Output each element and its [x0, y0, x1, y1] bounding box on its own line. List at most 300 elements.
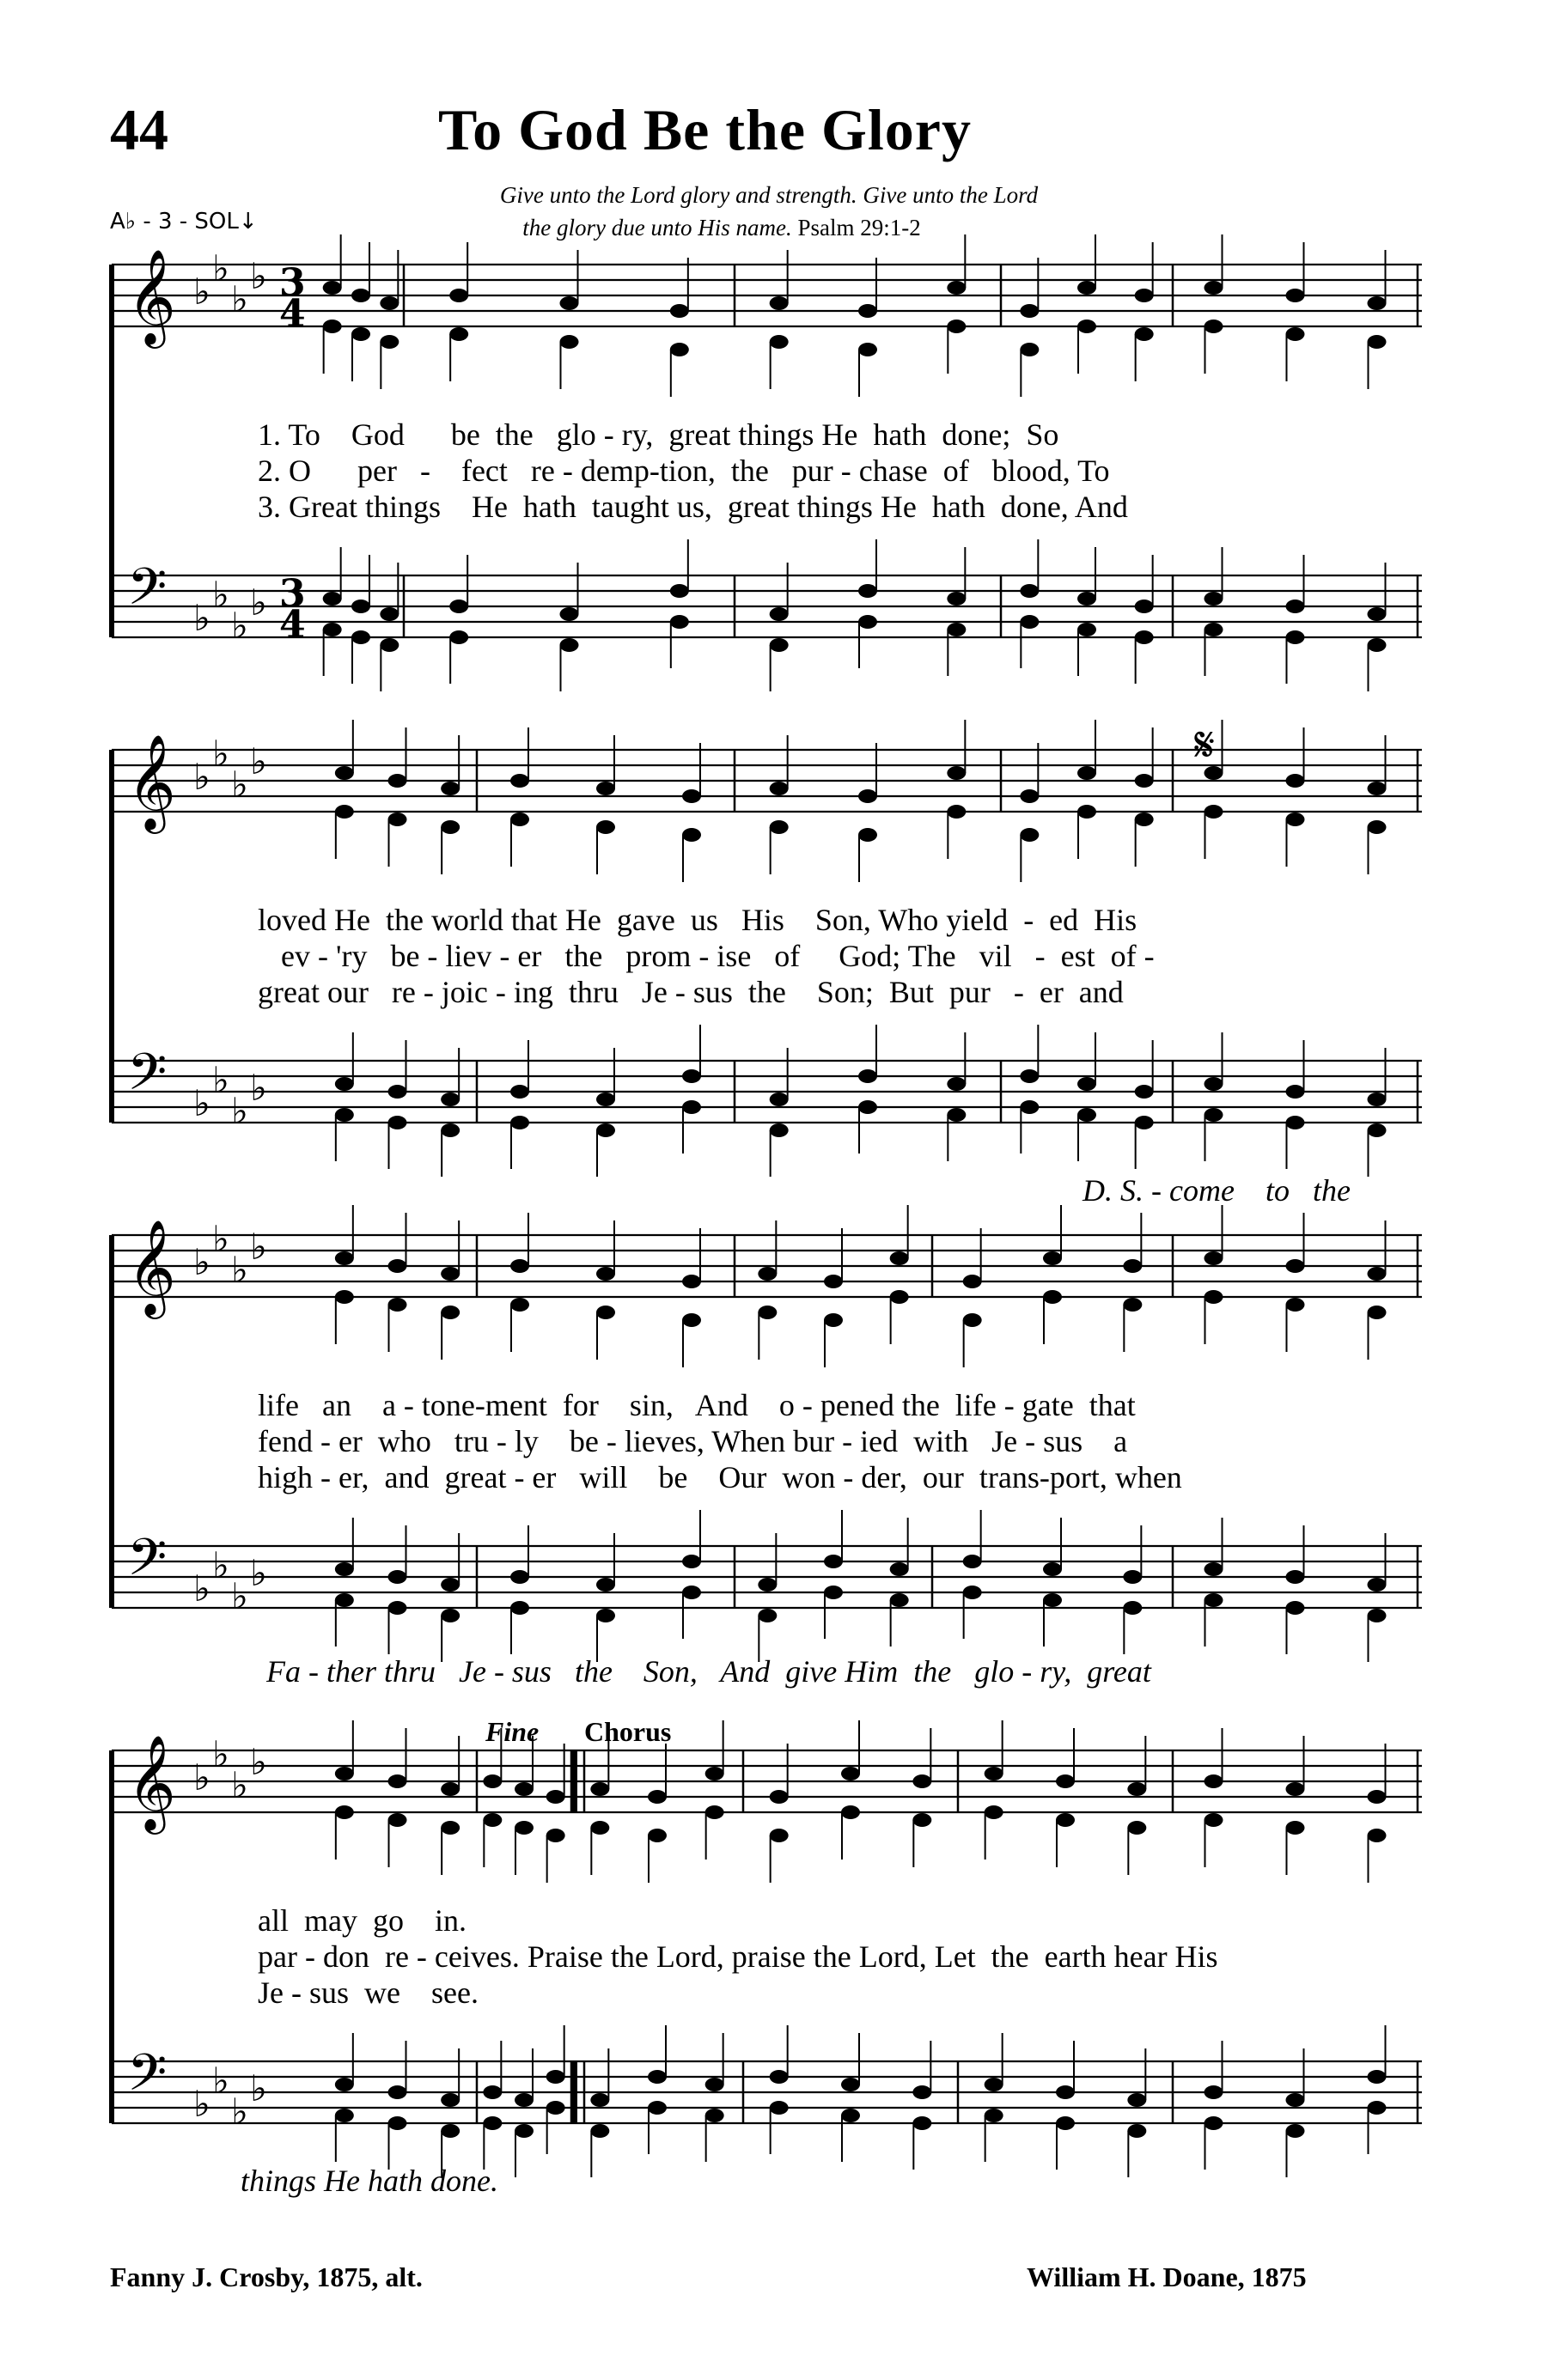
notehead: [590, 1782, 609, 1796]
flat-sign: ♭: [250, 581, 267, 624]
notehead: [670, 343, 689, 356]
notehead: [1368, 782, 1387, 795]
notehead: [1077, 1108, 1096, 1122]
notehead: [335, 1077, 354, 1091]
notehead: [1127, 2124, 1146, 2138]
notehead: [1127, 2093, 1146, 2107]
verse-line-2-3: great our re - joic - ing thru Je - sus the Son; But pur - er and: [258, 975, 1124, 1009]
verse-line-2-1: loved He the world that He gave us His Son, Who yield - ed His: [258, 903, 1137, 937]
notehead: [388, 774, 407, 788]
notehead: [1056, 1813, 1075, 1827]
flat-sign: ♭: [193, 1756, 210, 1799]
notehead: [912, 2085, 931, 2099]
verse-line-3-1: life an a - tone-ment for sin, And o - pened the life - gate that: [258, 1388, 1136, 1422]
notehead: [1077, 766, 1096, 780]
flat-sign: ♭: [212, 1733, 229, 1775]
notehead: [1368, 2101, 1387, 2115]
time-signature-top: 3: [279, 572, 306, 616]
notehead: [858, 615, 877, 629]
notehead: [1056, 1774, 1075, 1788]
notehead: [388, 1570, 407, 1584]
notehead: [1205, 1813, 1223, 1827]
notehead: [441, 2093, 460, 2107]
notehead: [1368, 296, 1387, 310]
verse-line-4-2: par - don re - ceives. Praise the Lord, praise the Lord, Let the earth hear His: [258, 1939, 1218, 1974]
notehead: [1205, 1562, 1223, 1576]
notehead: [1205, 1251, 1223, 1265]
notehead: [380, 335, 399, 349]
notehead: [590, 2093, 609, 2107]
treble-clef: 𝄞: [127, 733, 176, 830]
notehead: [335, 2078, 354, 2091]
notehead: [770, 782, 789, 795]
notehead: [351, 630, 370, 644]
notehead: [770, 607, 789, 621]
notehead: [335, 1108, 354, 1122]
flat-sign: ♭: [231, 1090, 248, 1132]
notehead: [1123, 1259, 1142, 1273]
notehead: [546, 2070, 565, 2084]
chorus-lyric-line: Fa - ther thru Je - sus the Son, And give Him the glo - ry, great: [266, 1654, 1151, 1689]
notehead: [770, 638, 789, 652]
notehead: [546, 1790, 565, 1804]
notehead: [963, 1313, 982, 1327]
notehead: [670, 615, 689, 629]
notehead: [323, 592, 342, 606]
ds-lyric-line: D. S. - come to the: [1083, 1173, 1351, 1208]
notehead: [682, 828, 701, 842]
notehead: [546, 2101, 565, 2115]
notehead: [388, 1298, 407, 1312]
time-signature-top: 3: [279, 261, 306, 305]
verse-line-1-3: 3. Great things He hath taught us, great things He hath done, And: [258, 490, 1128, 524]
notehead: [323, 623, 342, 636]
bass-clef: 𝄢: [127, 557, 168, 629]
flat-sign: ♭: [231, 1764, 248, 1806]
notehead: [1286, 1601, 1305, 1615]
notehead: [335, 1593, 354, 1607]
notehead: [1368, 638, 1387, 652]
notehead: [985, 1767, 1003, 1780]
notehead: [1123, 1570, 1142, 1584]
notehead: [841, 1767, 860, 1780]
music-credit: William H. Doane, 1875: [1027, 2261, 1307, 2292]
notehead: [985, 1805, 1003, 1819]
notehead: [1286, 1116, 1305, 1129]
notehead: [388, 1259, 407, 1273]
notehead: [510, 1570, 529, 1584]
notehead: [1368, 1578, 1387, 1592]
notehead: [1135, 774, 1154, 788]
notehead: [441, 1093, 460, 1106]
notehead: [858, 789, 877, 803]
notehead: [1368, 2070, 1387, 2084]
notehead: [441, 1306, 460, 1319]
notehead: [1077, 1077, 1096, 1091]
notehead: [441, 1609, 460, 1622]
notehead: [1135, 813, 1154, 826]
treble-clef: 𝄞: [127, 1219, 176, 1315]
notehead: [824, 1586, 843, 1599]
notehead: [1056, 2116, 1075, 2130]
notehead: [1205, 592, 1223, 606]
notehead: [890, 1593, 909, 1607]
notehead: [947, 805, 966, 819]
flat-sign: ♭: [193, 271, 210, 313]
notehead: [596, 1306, 615, 1319]
notehead: [1286, 2124, 1305, 2138]
notehead: [335, 2109, 354, 2122]
flat-sign: ♭: [193, 1082, 210, 1124]
notehead: [388, 2116, 407, 2130]
notehead: [510, 1085, 529, 1099]
flat-sign: ♭: [193, 1567, 210, 1610]
notehead: [388, 2085, 407, 2099]
notehead: [947, 281, 966, 295]
flat-sign: ♭: [231, 764, 248, 806]
notehead: [388, 1085, 407, 1099]
treble-clef: 𝄞: [127, 1734, 176, 1830]
notehead: [380, 638, 399, 652]
notehead: [1368, 1790, 1387, 1804]
chorus-label: Chorus: [584, 1716, 672, 1747]
notehead: [1123, 1601, 1142, 1615]
notehead: [758, 1609, 777, 1622]
notehead: [1205, 281, 1223, 295]
notehead: [351, 289, 370, 302]
notehead: [596, 1578, 615, 1592]
bass-clef: 𝄢: [127, 1042, 168, 1114]
notehead: [682, 1069, 701, 1083]
notehead: [824, 1555, 843, 1568]
notehead: [890, 1562, 909, 1576]
notehead: [1205, 805, 1223, 819]
notehead: [515, 1782, 534, 1796]
notehead: [770, 1829, 789, 1842]
notehead: [1205, 623, 1223, 636]
notehead: [335, 1290, 354, 1304]
notehead: [1368, 607, 1387, 621]
notehead: [596, 820, 615, 834]
flat-sign: ♭: [212, 1544, 229, 1586]
notehead: [770, 296, 789, 310]
notehead: [596, 782, 615, 795]
flat-sign: ♭: [250, 2067, 267, 2109]
notehead: [560, 638, 579, 652]
notehead: [758, 1578, 777, 1592]
notehead: [596, 1093, 615, 1106]
notehead: [515, 1821, 534, 1835]
notehead: [912, 1774, 931, 1788]
notehead: [912, 2116, 931, 2130]
flat-sign: ♭: [193, 2083, 210, 2125]
notehead: [682, 1275, 701, 1288]
notehead: [515, 2124, 534, 2138]
notehead: [1368, 1267, 1387, 1281]
notehead: [770, 2070, 789, 2084]
notehead: [1020, 789, 1039, 803]
notehead: [1368, 1123, 1387, 1137]
flat-sign: ♭: [212, 1059, 229, 1101]
notehead: [441, 1782, 460, 1796]
notehead: [705, 1767, 724, 1780]
notehead: [1368, 820, 1387, 834]
epigraph-text: the glory due unto His name.: [522, 215, 792, 240]
notehead: [1043, 1593, 1062, 1607]
notehead: [824, 1313, 843, 1327]
notehead: [1368, 335, 1387, 349]
notehead: [335, 1251, 354, 1265]
flat-sign: ♭: [193, 597, 210, 639]
notehead: [483, 1813, 502, 1827]
notehead: [1286, 289, 1305, 302]
flat-sign: ♭: [250, 1741, 267, 1783]
flat-sign: ♭: [212, 574, 229, 616]
notehead: [388, 1813, 407, 1827]
notehead: [682, 1586, 701, 1599]
notehead: [985, 2078, 1003, 2091]
notehead: [841, 2078, 860, 2091]
notehead: [841, 2109, 860, 2122]
notehead: [510, 1259, 529, 1273]
hymn-number: 44: [110, 97, 168, 162]
time-signature-bottom: 4: [279, 603, 306, 647]
bass-clef: 𝄢: [127, 1527, 168, 1599]
notehead: [963, 1275, 982, 1288]
notehead: [1205, 320, 1223, 333]
notehead: [1127, 1821, 1146, 1835]
flat-sign: ♭: [231, 1575, 248, 1617]
notehead: [335, 1767, 354, 1780]
notehead: [1205, 2116, 1223, 2130]
notehead: [758, 1267, 777, 1281]
notehead: [351, 600, 370, 613]
notehead: [670, 304, 689, 318]
notehead: [388, 1774, 407, 1788]
notehead: [1135, 600, 1154, 613]
notehead: [1286, 630, 1305, 644]
notehead: [1205, 1077, 1223, 1091]
notehead: [770, 820, 789, 834]
notehead: [648, 2101, 667, 2115]
flat-sign: ♭: [250, 255, 267, 297]
notehead: [890, 1251, 909, 1265]
flat-sign: ♭: [212, 733, 229, 775]
notehead: [1020, 615, 1039, 629]
notehead: [510, 1116, 529, 1129]
notehead: [388, 1116, 407, 1129]
scripture-reference: Psalm 29:1-2: [797, 215, 921, 240]
flat-sign: ♭: [193, 756, 210, 798]
notehead: [1286, 1085, 1305, 1099]
words-credit: Fanny J. Crosby, 1875, alt.: [110, 2261, 423, 2292]
notehead: [1043, 1562, 1062, 1576]
notehead: [1043, 1251, 1062, 1265]
notehead: [770, 1123, 789, 1137]
notehead: [1077, 320, 1096, 333]
notehead: [1286, 813, 1305, 826]
notehead: [335, 1562, 354, 1576]
notehead: [388, 1601, 407, 1615]
notehead: [770, 1790, 789, 1804]
notehead: [947, 592, 966, 606]
hymn-title: To God Be the Glory: [438, 97, 972, 162]
notehead: [770, 335, 789, 349]
verse-line-1-1: 1. To God be the glo - ry, great things He hath done; So: [258, 417, 1059, 452]
notehead: [510, 1601, 529, 1615]
notehead: [510, 1298, 529, 1312]
notehead: [1286, 600, 1305, 613]
notehead: [1077, 623, 1096, 636]
key-signature-label: A♭ - 3 - SOL↓: [110, 209, 258, 234]
notehead: [323, 281, 342, 295]
notehead: [705, 2109, 724, 2122]
notehead: [596, 1609, 615, 1622]
flat-sign: ♭: [231, 1249, 248, 1291]
notehead: [351, 327, 370, 341]
notehead: [1135, 630, 1154, 644]
flat-sign: ♭: [231, 2091, 248, 2133]
epigraph-line-1: Give unto the Lord glory and strength. Give unto the Lord: [499, 182, 1039, 208]
notehead: [1368, 1829, 1387, 1842]
time-signature-bottom: 4: [279, 292, 306, 336]
notehead: [1135, 1116, 1154, 1129]
notehead: [858, 1100, 877, 1114]
notehead: [483, 2085, 502, 2099]
verse-line-3-3: high - er, and great - er will be Our won - der, our trans-port, when: [258, 1460, 1182, 1494]
notehead: [858, 1069, 877, 1083]
notehead: [1123, 1298, 1142, 1312]
flat-sign: ♭: [250, 1067, 267, 1109]
notehead: [770, 2101, 789, 2115]
notehead: [560, 607, 579, 621]
notehead: [858, 828, 877, 842]
notehead: [1205, 2085, 1223, 2099]
notehead: [590, 1821, 609, 1835]
notehead: [1020, 343, 1039, 356]
notehead: [1286, 1298, 1305, 1312]
notehead: [1077, 592, 1096, 606]
flat-sign: ♭: [250, 1226, 267, 1268]
notehead: [947, 320, 966, 333]
notehead: [1368, 1093, 1387, 1106]
notehead: [824, 1275, 843, 1288]
treble-clef: 𝄞: [127, 248, 176, 344]
notehead: [947, 1108, 966, 1122]
notehead: [1020, 304, 1039, 318]
notehead: [648, 1829, 667, 1842]
notehead: [510, 774, 529, 788]
flat-sign: ♭: [212, 247, 229, 289]
notehead: [670, 584, 689, 598]
notehead: [449, 327, 468, 341]
notehead: [682, 1313, 701, 1327]
notehead: [335, 1805, 354, 1819]
notehead: [335, 766, 354, 780]
flat-sign: ♭: [212, 2060, 229, 2102]
notehead: [560, 335, 579, 349]
notehead: [560, 296, 579, 310]
flat-sign: ♭: [231, 278, 248, 320]
notehead: [380, 607, 399, 621]
notehead: [449, 630, 468, 644]
notehead: [441, 782, 460, 795]
notehead: [1286, 774, 1305, 788]
notehead: [1043, 1290, 1062, 1304]
notehead: [596, 1267, 615, 1281]
notehead: [441, 1267, 460, 1281]
notehead: [1205, 1593, 1223, 1607]
notehead: [546, 1829, 565, 1842]
notehead: [1056, 2085, 1075, 2099]
notehead: [770, 1093, 789, 1106]
notehead: [1205, 1774, 1223, 1788]
notehead: [1020, 1100, 1039, 1114]
notehead: [596, 1123, 615, 1137]
notehead: [705, 1805, 724, 1819]
notehead: [483, 1774, 502, 1788]
notehead: [510, 813, 529, 826]
notehead: [912, 1813, 931, 1827]
notehead: [947, 766, 966, 780]
notehead: [682, 789, 701, 803]
notehead: [1135, 327, 1154, 341]
notehead: [985, 2109, 1003, 2122]
notehead: [1286, 1259, 1305, 1273]
notehead: [380, 296, 399, 310]
notehead: [1127, 1782, 1146, 1796]
verse-line-2-2: ev - 'ry be - liev - er the prom - ise of God; The vil - est of -: [258, 939, 1155, 973]
notehead: [441, 1821, 460, 1835]
notehead: [1077, 281, 1096, 295]
verse-line-4-1: all may go in.: [258, 1903, 467, 1938]
flat-sign: ♭: [212, 1218, 229, 1260]
notehead: [858, 584, 877, 598]
notehead: [963, 1586, 982, 1599]
notehead: [858, 343, 877, 356]
notehead: [515, 2093, 534, 2107]
notehead: [449, 600, 468, 613]
notehead: [890, 1290, 909, 1304]
notehead: [758, 1306, 777, 1319]
notehead: [441, 1578, 460, 1592]
notehead: [1286, 1570, 1305, 1584]
notehead: [1205, 1108, 1223, 1122]
notehead: [1368, 1306, 1387, 1319]
notehead: [1077, 805, 1096, 819]
notehead: [441, 820, 460, 834]
notehead: [947, 623, 966, 636]
notehead: [705, 2078, 724, 2091]
notehead: [682, 1555, 701, 1568]
notehead: [449, 289, 468, 302]
verse-line-3-2: fend - er who tru - ly be - lieves, When bur - ied with Je - sus a: [258, 1424, 1128, 1458]
notehead: [1286, 1821, 1305, 1835]
notehead: [1368, 1609, 1387, 1622]
notehead: [1286, 327, 1305, 341]
segno-sign: 𝄋: [1194, 717, 1216, 773]
notehead: [1135, 1085, 1154, 1099]
notehead: [1135, 289, 1154, 302]
notehead: [648, 2070, 667, 2084]
flat-sign: ♭: [250, 1552, 267, 1594]
notehead: [335, 805, 354, 819]
notehead: [483, 2116, 502, 2130]
ending-lyric-line: things He hath done.: [241, 2164, 498, 2198]
flat-sign: ♭: [193, 1241, 210, 1283]
flat-sign: ♭: [250, 740, 267, 782]
verse-line-4-3: Je - sus we see.: [258, 1975, 479, 2010]
